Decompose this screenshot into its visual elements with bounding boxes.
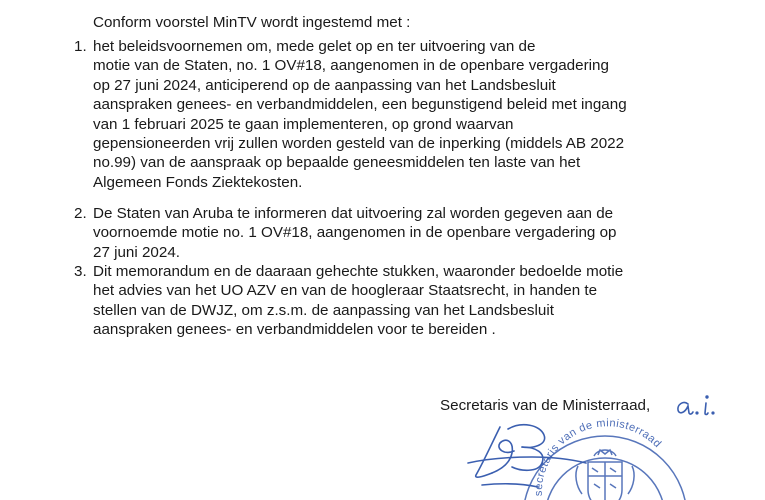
- intro-text: Conform voorstel MinTV wordt ingestemd met :: [93, 14, 411, 31]
- item-line: het advies van het UO AZV en van de hoogleraar Staatsrecht, in handen te: [93, 282, 598, 300]
- handwritten-signature: [462, 413, 602, 500]
- item-number: 3.: [74, 263, 87, 280]
- item-line: van 1 februari 2025 te gaan implementeren, op grond waarvan: [93, 115, 514, 133]
- item-line: gepensioneerden vrij zullen worden gesteld van de inperking (middels AB 2022: [93, 135, 625, 153]
- item-number: 1.: [74, 38, 87, 55]
- item-body: [93, 37, 627, 192]
- item-line: De Staten van Aruba te informeren dat uitvoering zal worden gegeven aan de: [93, 205, 614, 222]
- item-line: motie van de Staten, no. 1 OV#18, aangenomen in de openbare vergadering: [93, 57, 609, 75]
- item-line: het beleidsvoornemen om, mede gelet op en ter uitvoering van de: [93, 38, 536, 55]
- item-line: Dit memorandum en de daaraan gehechte stukken, waaronder bedoelde motie: [93, 263, 624, 280]
- item-line: aanspraken genees- en verbandmiddelen, een begunstigend beleid met ingang: [93, 96, 627, 114]
- item-body: [93, 262, 623, 340]
- item-line: no.99) van de aanspraak op bepaalde geneesmiddelen ten laste van het: [93, 154, 581, 172]
- item-body: [93, 204, 617, 262]
- item-line: voornoemde motie no. 1 OV#18, aangenomen in de openbare vergadering op: [93, 224, 617, 242]
- item-line: Algemeen Fonds Ziektekosten.: [93, 173, 303, 191]
- stamp-text: secretaris van de ministerraad: [532, 417, 664, 497]
- item-line: aanspraken genees- en verbandmiddelen voor te bereiden .: [93, 321, 496, 339]
- item-line: stellen van de DWJZ, om z.s.m. de aanpassing van het Landsbesluit: [93, 301, 554, 319]
- item-line: 27 juni 2024.: [93, 243, 180, 261]
- signature-caption: Secretaris van de Ministerraad,: [440, 397, 651, 414]
- item-number: 2.: [74, 205, 87, 222]
- item-line: op 27 juni 2024, anticiperend op de aanpassing van het Landsbesluit: [93, 76, 556, 94]
